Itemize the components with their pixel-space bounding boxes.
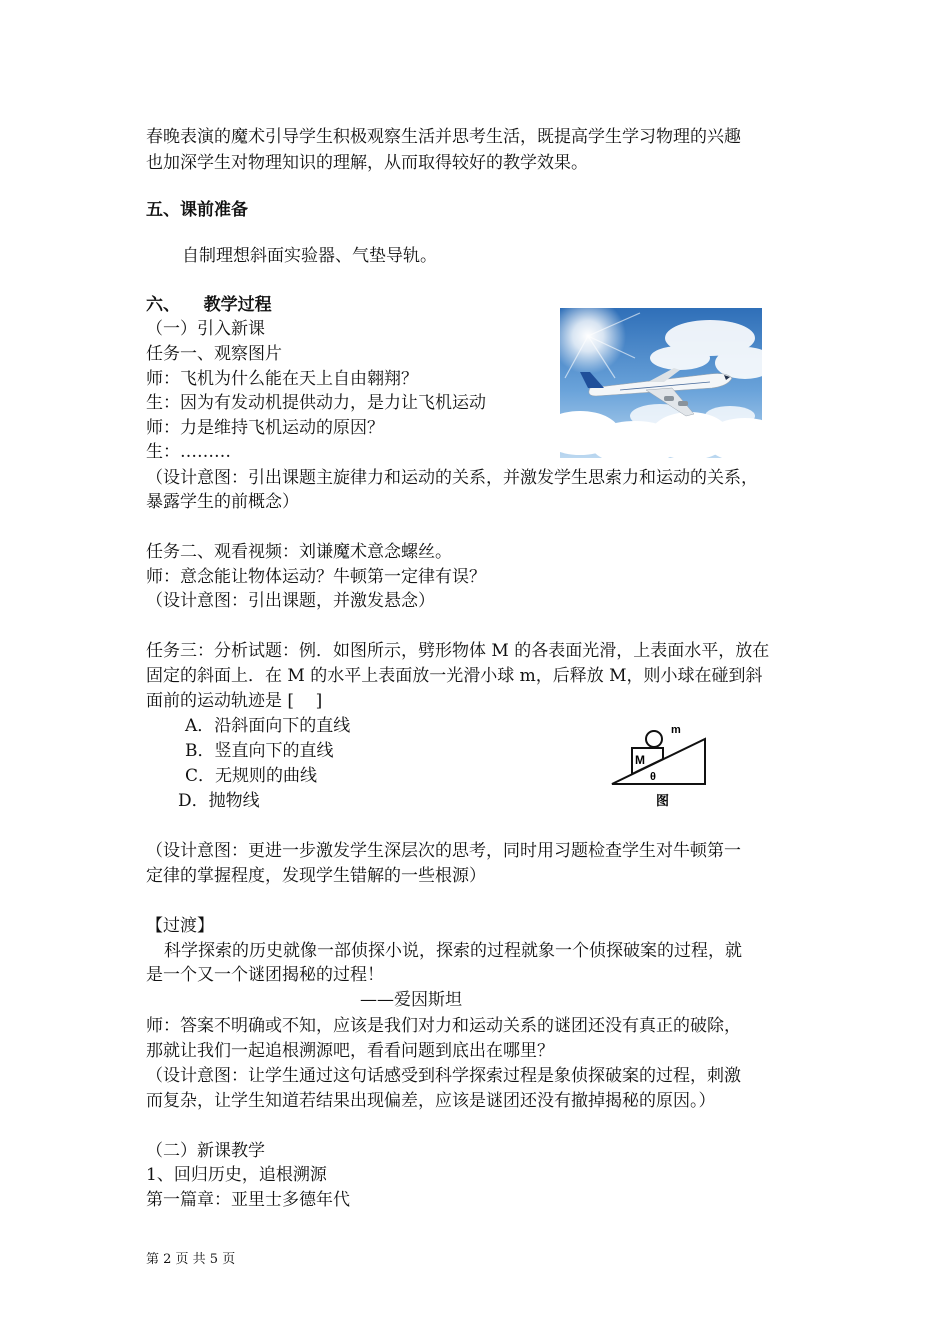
label-M: M (635, 753, 645, 767)
teacher-line: 那就让我们一起追根溯源吧，看看问题到底出在哪里？ (146, 1041, 554, 1061)
task1-line: 暴露学生的前概念） (146, 492, 299, 512)
task2-line: 任务二、观看视频：刘谦魔术意念螺丝。 (146, 542, 452, 562)
part-1-title: （一）引入新课 (146, 319, 265, 339)
part-2-title: （二）新课教学 (146, 1141, 265, 1161)
transition-note: 而复杂，让学生知道若结果出现偏差，应该是谜团还没有撤掉揭秘的原因。） (146, 1091, 716, 1111)
intro-line-2: 也加深学生对物理知识的理解，从而取得较好的教学效果。 (146, 153, 588, 173)
task2-line: （设计意图：引出课题，并激发悬念） (146, 591, 435, 611)
incline-figure (608, 722, 723, 812)
transition-note: （设计意图：让学生通过这句话感受到科学探索过程是象侦探破案的过程，刺激 (146, 1066, 741, 1086)
task3-line: 面前的运动轨迹是 [ ] (146, 691, 323, 711)
chapter-1-title: 第一篇章：亚里士多德年代 (146, 1190, 350, 1210)
section-5-heading: 五、课前准备 (146, 200, 248, 220)
task1-line: 任务一、观察图片 (146, 344, 282, 364)
quote-attribution: ——爱因斯坦 (360, 990, 462, 1010)
transition-quote: 科学探索的历史就像一部侦探小说，探索的过程就象一个侦探破案的过程，就 (164, 941, 742, 961)
page-footer: 第 2 页 共 5 页 (146, 1252, 236, 1267)
section-6-heading: 六、 教学过程 (146, 295, 272, 315)
task3-line: 任务三：分析试题：例．如图所示，劈形物体 M 的各表面光滑，上表面水平，放在 (146, 641, 770, 661)
task3-note: 定律的掌握程度，发现学生错解的一些根源） (146, 866, 486, 886)
label-theta: θ (650, 771, 656, 783)
item-1-title: 1、回归历史，追根溯源 (146, 1165, 327, 1185)
transition-quote: 是一个又一个谜团揭秘的过程！ (146, 965, 384, 985)
figure-caption: 图 (656, 794, 670, 809)
task3-note: （设计意图：更进一步激发学生深层次的思考，同时用习题检查学生对牛顿第一 (146, 841, 741, 861)
section-5-body: 自制理想斜面实验器、气垫导轨。 (182, 246, 437, 266)
task2-line: 师：意念能让物体运动？牛顿第一定律有误？ (146, 567, 486, 587)
task1-line: 生：因为有发动机提供动力，是力让飞机运动 (146, 393, 486, 413)
option-d: D．抛物线 (178, 791, 260, 811)
task1-line: （设计意图：引出课题主旋律力和运动的关系，并激发学生思索力和运动的关系， (146, 468, 758, 488)
intro-line-1: 春晚表演的魔术引导学生积极观察生活并思考生活，既提高学生学习物理的兴趣 (146, 127, 741, 147)
option-b: B．竖直向下的直线 (185, 741, 334, 761)
option-a: A．沿斜面向下的直线 (185, 716, 351, 736)
teacher-line: 师：答案不明确或不知，应该是我们对力和运动关系的谜团还没有真正的破除， (146, 1016, 741, 1036)
task1-line: 师：力是维持飞机运动的原因？ (146, 418, 384, 438)
task3-line: 固定的斜面上．在 M 的水平上表面放一光滑小球 m，后释放 M，则小球在碰到斜 (146, 666, 763, 686)
transition-title: 【过渡】 (146, 916, 214, 936)
label-m: m (671, 724, 681, 736)
option-c: C．无规则的曲线 (185, 766, 318, 786)
task1-line: 师：飞机为什么能在天上自由翱翔？ (146, 369, 418, 389)
airplane-photo (560, 308, 762, 458)
task1-line: 生：……… (146, 442, 231, 462)
